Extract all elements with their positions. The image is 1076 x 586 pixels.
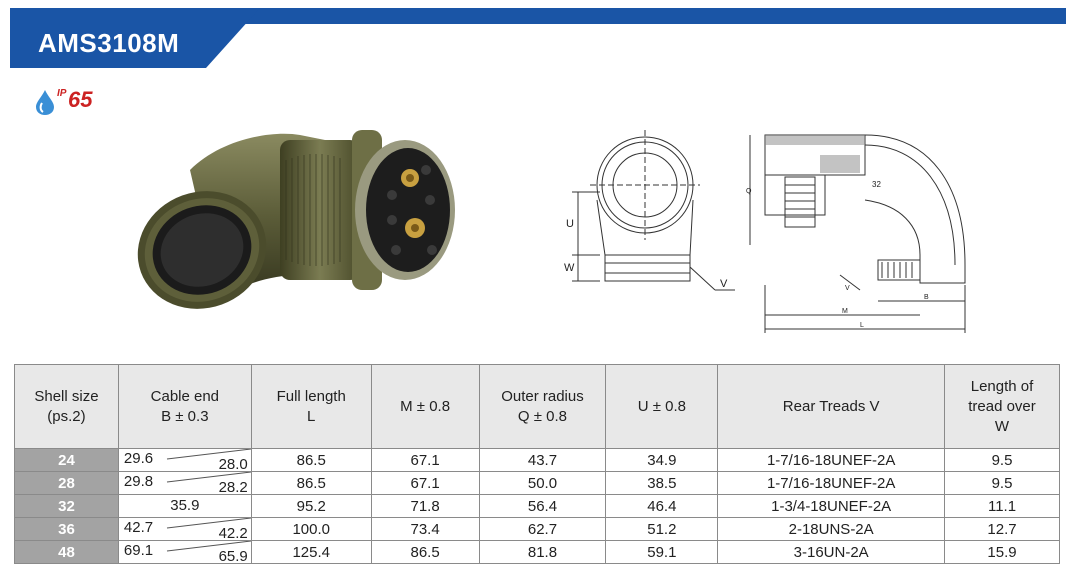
dim-d: 32 bbox=[872, 180, 881, 189]
cell-l: 125.4 bbox=[251, 541, 371, 564]
dim-l: L bbox=[860, 322, 864, 329]
cell-u: 46.4 bbox=[606, 495, 718, 518]
cell-size: 48 bbox=[15, 541, 119, 564]
table-row bbox=[15, 495, 1060, 518]
cell-l: 100.0 bbox=[251, 518, 371, 541]
spec-table bbox=[14, 364, 1060, 564]
cell-w: 12.7 bbox=[945, 518, 1060, 541]
cell-q: 81.8 bbox=[479, 541, 606, 564]
cell-size: 36 bbox=[15, 518, 119, 541]
header-m: M ± 0.8 bbox=[371, 365, 479, 449]
cable-end-bottom: 42.2 bbox=[218, 525, 248, 542]
header-cable-end: Cable end B ± 0.3 bbox=[118, 365, 251, 449]
cell-v: 1-3/4-18UNEF-2A bbox=[718, 495, 945, 518]
cable-end-single: 35.9 bbox=[170, 497, 200, 514]
header-shell-size: Shell size (ps.2) bbox=[15, 365, 119, 449]
technical-drawing bbox=[560, 115, 980, 340]
cell-m: 86.5 bbox=[371, 541, 479, 564]
cell-q: 56.4 bbox=[479, 495, 606, 518]
cell-size: 32 bbox=[15, 495, 119, 518]
table-row bbox=[15, 449, 1060, 472]
cable-end-top: 29.6 bbox=[123, 450, 154, 467]
connector-photo bbox=[130, 110, 470, 320]
cell-u: 38.5 bbox=[606, 472, 718, 495]
cell-v: 1-7/16-18UNEF-2A bbox=[718, 449, 945, 472]
dim-w: W bbox=[564, 262, 575, 274]
cell-m: 71.8 bbox=[371, 495, 479, 518]
table-header-row bbox=[15, 365, 1060, 449]
header-u: U ± 0.8 bbox=[606, 365, 718, 449]
cell-cable-end bbox=[118, 541, 251, 564]
cell-q: 62.7 bbox=[479, 518, 606, 541]
table-row bbox=[15, 541, 1060, 564]
cell-v: 3-16UN-2A bbox=[718, 541, 945, 564]
cell-w: 9.5 bbox=[945, 449, 1060, 472]
title-banner bbox=[10, 8, 260, 68]
cable-end-top: 69.1 bbox=[123, 542, 154, 559]
dim-v: V bbox=[720, 278, 728, 290]
cable-end-top: 42.7 bbox=[123, 519, 154, 536]
cell-size: 24 bbox=[15, 449, 119, 472]
cell-m: 67.1 bbox=[371, 449, 479, 472]
cell-cable-end bbox=[118, 449, 251, 472]
cell-m: 73.4 bbox=[371, 518, 479, 541]
dim-m: M bbox=[842, 308, 848, 315]
cable-end-bottom: 28.0 bbox=[218, 456, 248, 473]
table-row bbox=[15, 518, 1060, 541]
table-row bbox=[15, 472, 1060, 495]
cell-cable-end bbox=[118, 495, 251, 518]
ip-rating-badge bbox=[32, 88, 122, 116]
cell-q: 50.0 bbox=[479, 472, 606, 495]
dim-v-side: V bbox=[845, 285, 850, 292]
cell-u: 59.1 bbox=[606, 541, 718, 564]
header-full-length: Full length L bbox=[251, 365, 371, 449]
dim-b: B bbox=[924, 294, 929, 301]
cell-v: 1-7/16-18UNEF-2A bbox=[718, 472, 945, 495]
cell-cable-end bbox=[118, 518, 251, 541]
ip-number: 65 bbox=[68, 87, 93, 112]
cable-end-bottom: 28.2 bbox=[218, 479, 248, 496]
water-drop-icon bbox=[32, 88, 58, 116]
header-outer-radius: Outer radius Q ± 0.8 bbox=[479, 365, 606, 449]
cell-cable-end bbox=[118, 472, 251, 495]
cell-w: 9.5 bbox=[945, 472, 1060, 495]
cable-end-bottom: 65.9 bbox=[218, 548, 248, 565]
cell-l: 95.2 bbox=[251, 495, 371, 518]
dim-u: U bbox=[566, 218, 574, 230]
header-length-tread: Length of tread over W bbox=[945, 365, 1060, 449]
cell-w: 15.9 bbox=[945, 541, 1060, 564]
page-title: AMS3108M bbox=[38, 28, 180, 58]
cell-q: 43.7 bbox=[479, 449, 606, 472]
cell-m: 67.1 bbox=[371, 472, 479, 495]
header-rear-treads: Rear Treads V bbox=[718, 365, 945, 449]
dim-q: Q bbox=[746, 188, 752, 195]
cell-w: 11.1 bbox=[945, 495, 1060, 518]
cable-end-top: 29.8 bbox=[123, 473, 154, 490]
ip-prefix: IP bbox=[57, 88, 67, 99]
cell-l: 86.5 bbox=[251, 472, 371, 495]
cell-size: 28 bbox=[15, 472, 119, 495]
cell-u: 51.2 bbox=[606, 518, 718, 541]
cell-l: 86.5 bbox=[251, 449, 371, 472]
cell-v: 2-18UNS-2A bbox=[718, 518, 945, 541]
cell-u: 34.9 bbox=[606, 449, 718, 472]
